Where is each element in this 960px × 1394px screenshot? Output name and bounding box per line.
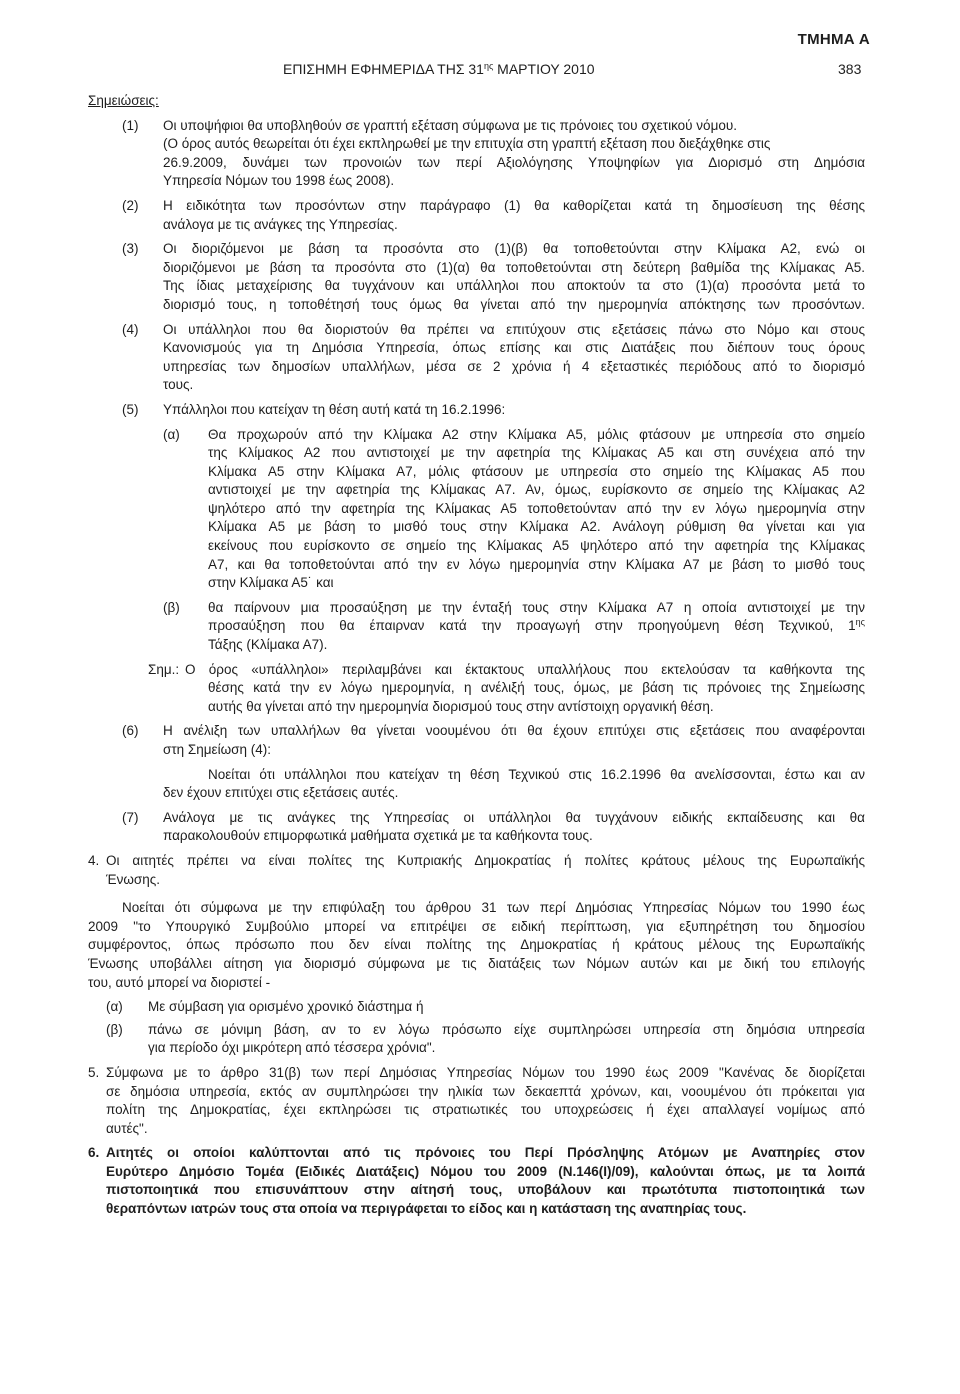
proviso-line: δεν έχουν επιτύχει στις εξετάσεις αυτές. <box>163 785 399 801</box>
note-line <box>122 401 865 420</box>
note-line: στη Σημείωση (4): <box>163 742 271 757</box>
note-line: Υπηρεσία Νόμων του 1998 έως 2008). <box>163 173 395 189</box>
proviso-line: Νοείται ότι υπάλληλοι που κατείχαν τη θέση Τεχνικού στις 16.2.1996 θα ανελίσσονται, έστω και αν <box>208 766 865 782</box>
note-6-proviso <box>0 766 960 803</box>
note-7 <box>0 809 960 846</box>
item-line: θεραπόντων ιατρών τους στα οποία να περιγράφεται το είδος και η κατάσταση της αναπηρίας τους. <box>106 1201 747 1217</box>
remark-label: Σημ.: <box>148 661 180 677</box>
note-line <box>122 321 865 340</box>
sub-item-line: στην Κλίμακα Α5˙ και <box>208 575 334 591</box>
sub-item-text: προσαύξηση που θα έπαιρναν κατά την προαγωγή στην προηγούμενη θέση Τεχνικού, 1 <box>208 618 856 634</box>
option-line: για περίοδο όχι μικρότερη από τέσσερα χρόνια". <box>148 1040 436 1056</box>
note-line: Κανονισμούς για τη Δημόσια Υπηρεσία, όπως επίσης και στις Διατάξεις που διέπουν τους όρους <box>163 340 865 356</box>
remark-line: θέσης κατά την εν λόγω ημερομηνία, η ανέλιξή τους, όμως, με βάση τις πρόνοιες της Σημείωσης <box>208 680 865 696</box>
paragraph-line: του, αυτό μπορεί να διοριστεί - <box>88 974 271 990</box>
item-line: πιστοποιητικά που επισυνάπτουν στην αίτησή τους, υποβάλουν και πρωτότυπα πιστοποιητικά των <box>106 1182 865 1198</box>
item-line: Ευρύτερο Δημόσιο Τομέα (Ειδικές Διατάξεις) Νόμου του 2009 (Ν.146(Ι)/09), καλούνται όπως, με τα λοιπά <box>106 1163 865 1179</box>
note-text: Οι διοριζόμενοι με βάση τα προσόντα στο (1)(β) θα τοποθετούνται στην Κλίμακα Α2, ενώ οι <box>163 241 865 257</box>
ordinal-suffix: ης <box>855 617 865 628</box>
remark-line <box>148 661 865 680</box>
gazette-title-ordinal: ης <box>483 61 494 71</box>
note-line <box>122 722 865 741</box>
option-line <box>106 998 865 1017</box>
note-text: Οι υπάλληλοι που θα διοριστούν θα πρέπει να επιτύχουν στις εξετάσεις πάνω στο Νόμο και στους <box>163 321 865 337</box>
item-number: 4. <box>88 852 100 868</box>
paragraph-line: Ένωσης υποβάλλει αίτηση για διορισμό σύμφωνα με τις διατάξεις των Νόμων αυτών και με δική του επιλογής <box>88 955 865 971</box>
item-text: Οι αιτητές πρέπει να είναι πολίτες της Κυπριακής Δημοκρατίας ή πολίτες κράτους μέλους της Ευρωπαϊκής <box>106 852 865 868</box>
option-label: (α) <box>106 999 123 1015</box>
note-2 <box>0 197 960 234</box>
proviso-paragraph <box>0 899 960 992</box>
note-line <box>122 809 865 828</box>
remark-line: αυτής θα γίνεται από την ημερομηνία διορισμού τους στην αντίστοιχη οργανική θέση. <box>208 698 714 714</box>
sub-item-line: εκείνους που ευρίσκοντο σε σημείο της Κλίμακας Α5 ψηλότερο από την αφετηρία της Κλίμακας <box>208 538 865 554</box>
remark-text: Ο όρος «υπάλληλοι» περιλαμβάνει και έκτακτους υπαλλήλους που εκτελούσαν τα καθήκοντα της <box>185 661 865 677</box>
sub-item-line <box>163 599 865 618</box>
sub-item-line: Κλίμακα Α5 με βάση το μισθό τους στην Κλίμακα Α2. Ανάλογη ρύθμιση θα γίνεται και για <box>208 519 865 535</box>
sub-item-label: (α) <box>163 426 180 442</box>
note-5 <box>0 401 960 420</box>
note-line <box>122 240 865 259</box>
note-number: (3) <box>122 241 139 257</box>
note-line <box>122 197 865 216</box>
item-6 <box>0 1144 960 1218</box>
note-text: Υπάλληλοι που κατείχαν τη θέση αυτή κατά τη 16.2.1996: <box>163 401 506 417</box>
sub-item-line <box>163 426 865 445</box>
notes-heading: Σημειώσεις: <box>88 93 159 108</box>
option-text: πάνω σε μόνιμη βάση, αν το εν λόγω πρόσωπο είχε συμπληρώσει υπηρεσία στη δημόσια υπηρεσία <box>148 1021 865 1037</box>
note-3 <box>0 240 960 314</box>
sub-item-line: Κλίμακα Α5 στην Κλίμακα Α7, μόλις φτάσουν με υπηρεσία στο σημείο της Κλίμακας Α5 που <box>208 463 865 479</box>
document-body <box>0 92 960 1219</box>
item-line: Ένωσης. <box>106 871 160 887</box>
item-number: 5. <box>88 1064 100 1080</box>
note-number: (7) <box>122 809 139 825</box>
sub-item-text: θα παίρνουν μια προσαύξηση με την ένταξή τους στην Κλίμακα Α7 η οποία αντιστοιχεί με την <box>208 599 865 615</box>
note-text: Ανάλογα με τις ανάγκες της Υπηρεσίας οι υπάλληλοι θα τυγχάνουν ειδικής εκπαίδευσης και θα <box>163 809 865 825</box>
gazette-title <box>283 61 595 77</box>
item-text: Αιτητές οι οποίοι καλύπτονται από τις πρόνοιες του Περί Πρόσληψης Ατόμων με Αναπηρίες στον <box>106 1145 865 1161</box>
gazette-title-start: ΕΠΙΣΗΜΗ ΕΦΗΜΕΡΙΔΑ ΤΗΣ 31 <box>283 61 484 77</box>
paragraph-line: 2009 "το Υπουργικό Συμβούλιο μπορεί να επιτρέψει σε ειδική περίπτωση, για εξυπηρέτηση του δημοσίου <box>88 918 865 934</box>
note-line: (Ο όρος αυτός θεωρείται ότι έχει εκπληρωθεί με την επιτυχία στη γραπτή εξέταση που διεξάχθηκε στις <box>163 136 771 152</box>
item-line: σε δημόσια υπηρεσία, εκτός αν συμπληρώσει την ηλικία των δεκαεπτά χρόνων, και, νοουμένου ότι πρόκειται για <box>106 1083 865 1099</box>
note-line: 26.9.2009, δυνάμει των προνοιών των περί Αξιολόγησης Υποψηφίων για Διορισμό στη Δημόσια <box>163 154 865 170</box>
note-number: (5) <box>122 401 139 417</box>
note-number: (2) <box>122 197 139 213</box>
note-text: Η ειδικότητα των προσόντων στην παράγραφο (1) θα καθορίζεται κατά τη δημοσίευση της θέσης <box>163 197 865 213</box>
note-number: (4) <box>122 321 139 337</box>
proviso-option-b <box>0 1021 960 1058</box>
note-line: διορισμό τους, η τοποθέτησή τους όμως θα γίνεται από την ημερομηνία απόκτησης των προσόντων. <box>163 296 865 312</box>
item-5 <box>0 1064 960 1138</box>
sub-item-line: της Κλίμακος Α2 που αντιστοιχεί με την αφετηρία της Κλίμακας Α5 και στη συνέχεια από την <box>208 445 865 461</box>
note-number: (1) <box>122 117 139 133</box>
option-line <box>106 1021 865 1040</box>
page-number: 383 <box>838 61 862 77</box>
item-4 <box>0 852 960 889</box>
gazette-title-end: ΜΑΡΤΙΟΥ 2010 <box>493 61 595 77</box>
sub-item-line: ψηλότερο από την αφετηρία της Κλίμακας Α5 τοποθετούνταν από την εν λόγω ημερομηνία στην <box>208 500 865 516</box>
note-5-item-b <box>0 599 960 655</box>
sub-item-line <box>208 617 865 636</box>
item-line: πολίτη της Δημοκρατίας, έχει εκπληρώσει τις στρατιωτικές του υποχρεώσεις ή έχει απαλλαγεί νομίμως από <box>106 1102 865 1118</box>
note-line: διοριζόμενοι με βάση τα προσόντα στο (1)(α) θα τοποθετούνται στη δεύτερη βαθμίδα της Κλίμακας Α5. <box>163 259 865 275</box>
item-line <box>88 852 865 871</box>
paragraph-line: Νοείται ότι σύμφωνα με την επιφύλαξη του άρθρου 31 των περί Δημόσιας Υπηρεσίας Νόμων του 1990 έως <box>122 900 865 916</box>
proviso-option-a <box>0 998 960 1017</box>
note-line: τους. <box>163 377 194 393</box>
item-line <box>88 1144 865 1163</box>
note-text: Οι υποψήφιοι θα υποβληθούν σε γραπτή εξέταση σύμφωνα με τις πρόνοιες του σχετικού νόμου. <box>163 117 737 133</box>
note-line: παρακολουθούν επιμορφωτικά μαθήματα σχετικά με τα καθήκοντα τους. <box>163 828 593 844</box>
note-line: Της ίδιας μεταχείρισης θα τυγχάνουν και υπάλληλοι που αποκτούν τα στο (1)(α) προσόντα μετά το <box>163 278 865 294</box>
note-1 <box>0 117 960 191</box>
item-number: 6. <box>88 1145 100 1161</box>
note-6 <box>0 722 960 759</box>
note-number: (6) <box>122 723 139 739</box>
note-5-item-a <box>0 426 960 593</box>
note-line: ανάλογα με τις ανάγκες της Υπηρεσίας. <box>163 216 398 232</box>
note-5-remark <box>0 661 960 717</box>
option-label: (β) <box>106 1021 123 1037</box>
item-text: Σύμφωνα με το άρθρο 31(β) των περί Δημόσιας Υπηρεσίας Νόμων του 1990 έως 2009 "Κανένας δε διορίζεται <box>106 1064 865 1080</box>
note-text: Η ανέλιξη των υπαλλήλων θα γίνεται νοουμένου ότι θα έχουν επιτύχει στις εξετάσεις που αναφέρονται <box>163 723 865 739</box>
note-4 <box>0 321 960 395</box>
section-label: ΤΜΗΜΑ Α <box>797 31 870 48</box>
note-line: υπηρεσίας των δημοσίων υπαλλήλων, μέσα σε 2 χρόνια ή 4 εξεταστικές περιόδους από το διορισμό <box>163 358 865 374</box>
sub-item-line: αντιστοιχεί με την αφετηρία της Κλίμακας Α7. Αν, όμως, ευρίσκοντο σε σημείο της Κλίμακας Α2 <box>208 482 865 498</box>
note-line <box>122 117 865 136</box>
item-line <box>88 1064 865 1083</box>
sub-item-label: (β) <box>163 599 180 615</box>
item-line: αυτές". <box>106 1120 148 1136</box>
option-text: Με σύμβαση για ορισμένο χρονικό διάστημα ή <box>148 999 424 1015</box>
paragraph-line: συμφέροντος, όπως πρόσωπο που δεν είναι πολίτης της Δημοκρατίας ή κράτους μέλους της Ευρωπαϊκής <box>88 937 865 953</box>
sub-item-line: Τάξης (Κλίμακα Α7). <box>208 637 328 653</box>
sub-item-text: Θα προχωρούν από την Κλίμακα Α2 στην Κλίμακα Α5, μόλις φτάσουν με υπηρεσία στο σημείο <box>208 426 865 442</box>
sub-item-line: Α7, και θα τοποθετούνται από την εν λόγω ημερομηνία στην Κλίμακα Α7 με βάση το μισθό τους <box>208 556 865 572</box>
